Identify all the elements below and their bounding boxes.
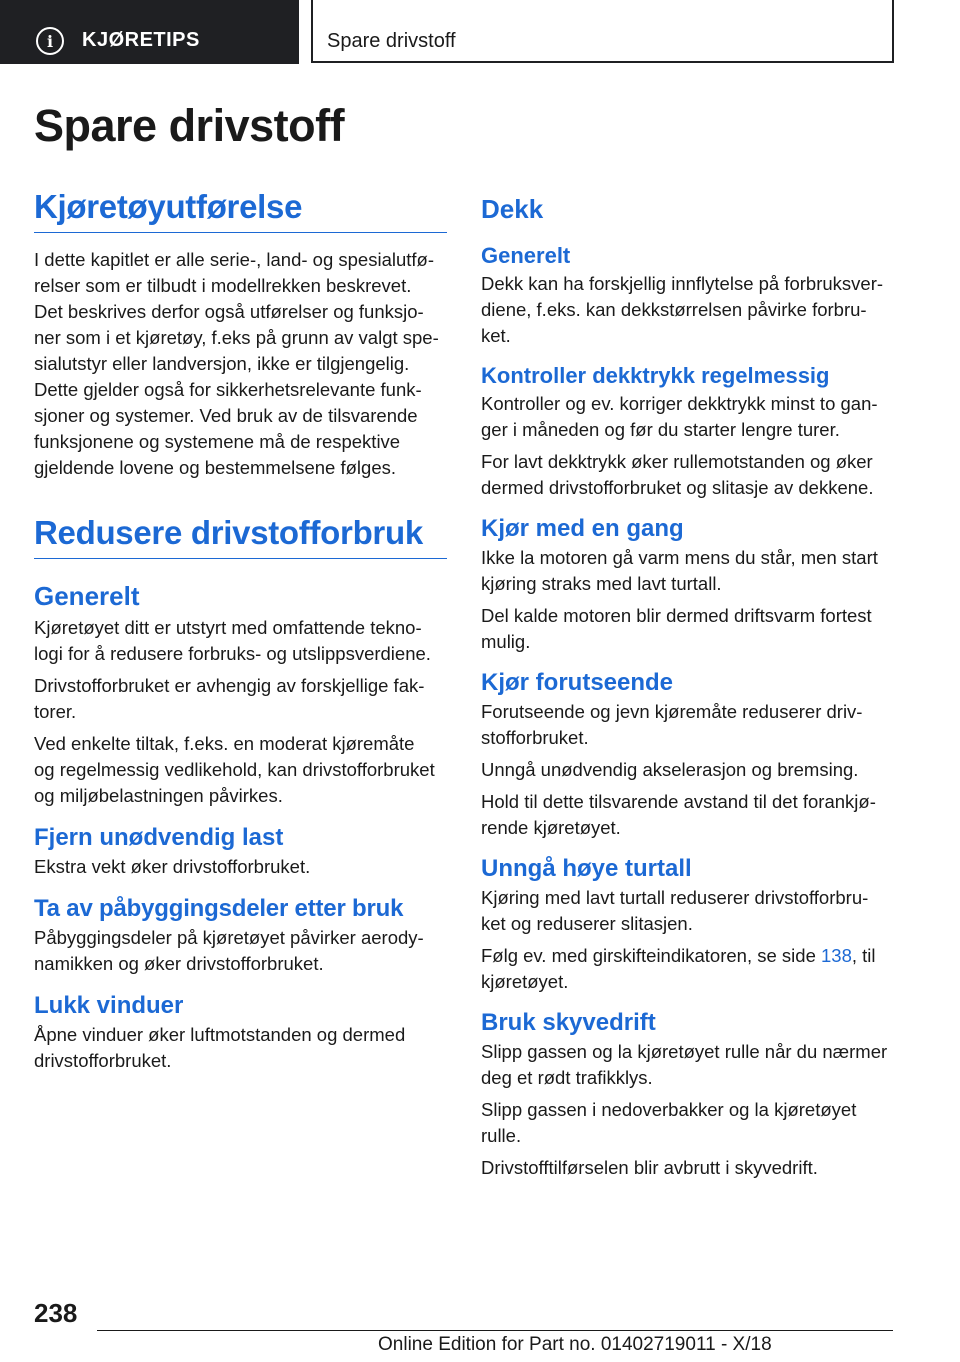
paragraph-coast-3: Drivstofftilførselen blir avbrutt i skyvedrift. <box>481 1157 818 1178</box>
heading-remove-load: Fjern unødvendig last <box>34 824 284 851</box>
paragraph-drive-2: Del kalde motoren blir dermed driftsvarm fortest mulig. <box>481 605 872 652</box>
paragraph-pressure-1: Kontroller og ev. korriger dekktrykk minst to gan- ger i måneden og før du starter lengre turer. <box>481 393 878 440</box>
info-icon: i <box>36 27 64 55</box>
paragraph-coast-1: Slipp gassen og la kjøretøyet rulle når du nærmer deg et rødt trafikklys. <box>481 1041 888 1088</box>
right-column <box>481 188 894 1181</box>
paragraph-rpm-2-text: Følg ev. med girskifteindikatoren, se side <box>481 945 821 966</box>
paragraph-tires-general: Dekk kan ha forskjellig innflytelse på forbruksver- diene, f.eks. kan dekkstørrelsen påvirke forbru- ket. <box>481 273 884 346</box>
heading-tires: Dekk <box>481 194 544 224</box>
page-number: 238 <box>34 1298 78 1328</box>
heading-anticipate: Kjør forutseende <box>481 669 674 696</box>
paragraph-remove-attachments: Påbyggingsdeler på kjøretøyet påvirker aerody- namikken og øker drivstofforbruket. <box>34 927 424 974</box>
paragraph-anticipate-2: Unngå unødvendig akselerasjon og bremsing. <box>481 759 859 780</box>
paragraph-coast-2: Slipp gassen i nedoverbakker og la kjøretøyet rulle. <box>481 1099 857 1146</box>
heading-close-windows: Lukk vinduer <box>34 992 184 1019</box>
paragraph-remove-load: Ekstra vekt øker drivstofforbruket. <box>34 856 311 877</box>
paragraph-rpm-2-tail: , til kjøretøyet. <box>481 945 876 992</box>
paragraph-rpm-1: Kjøring med lavt turtall reduserer drivstofforbru- ket og reduserer slitasjen. <box>481 887 869 934</box>
heading-check-pressure: Kontroller dekktrykk regelmessig <box>481 363 830 388</box>
paragraph-close-windows: Åpne vinduer øker luftmotstanden og dermed drivstofforbruket. <box>34 1024 406 1071</box>
header-page-heading-box <box>311 0 894 63</box>
paragraph-general-1: Kjøretøyet ditt er utstyrt med omfattende tekno- logi for å redusere forbruks- og utslippsverdiene. <box>34 617 431 664</box>
paragraph-anticipate-3: Hold til dette tilsvarende avstand til det forankjø- rende kjøretøyet. <box>481 791 876 838</box>
heading-drive-immediately: Kjør med en gang <box>481 515 684 542</box>
paragraph-drive-1: Ikke la motoren gå varm mens du står, men start kjøring straks med lavt turtall. <box>481 547 878 594</box>
header-page-heading: Spare drivstoff <box>327 30 456 52</box>
paragraph-general-2: Drivstofforbruket er avhengig av forskjellige fak- torer. <box>34 675 425 722</box>
header-section-label: KJØRETIPS <box>82 29 200 51</box>
page-reference-link[interactable]: 138 <box>821 945 852 966</box>
heading-general: Generelt <box>34 581 140 611</box>
heading-remove-attachments: Ta av påbyggingsdeler etter bruk <box>34 895 404 922</box>
paragraph-vehicle-config: I dette kapitlet er alle serie-, land- og spesialutfø- relser som er tilbudt i modellrekken beskrevet. Det beskrives derfor også utførelser og funksjo- ner som i et kjøretøy, f.eks på grunn av valgt spe- sialutstyr eller landversjon, ikke er tilgjengelig. Dette gjelder også for sikkerhetsrelevante funk- sjoner og systemer. Ved bruk av de tilsvarende funksjonene og systemene må de respektive gjeldende lovene og bestemmelsene følges. <box>34 249 439 478</box>
page-title: Spare drivstoff <box>34 100 345 151</box>
footer-edition: Online Edition for Part no. 01402719011 - X/18 <box>378 1334 772 1355</box>
heading-coasting: Bruk skyvedrift <box>481 1009 656 1036</box>
paragraph-pressure-2: For lavt dekktrykk øker rullemotstanden og øker dermed drivstofforbruket og slitasje av dekkene. <box>481 451 874 498</box>
heading-avoid-high-rpm: Unngå høye turtall <box>481 855 692 882</box>
left-column <box>34 188 447 1074</box>
heading-reduce-consumption: Redusere drivstofforbruk <box>34 514 447 559</box>
paragraph-rpm-2 <box>481 943 894 995</box>
paragraph-general-3: Ved enkelte tiltak, f.eks. en moderat kjøremåte og regelmessig vedlikehold, kan drivstofforbruket og miljøbelastningen påvirkes. <box>34 733 435 806</box>
footer-divider <box>97 1330 893 1331</box>
heading-tires-general: Generelt <box>481 243 571 268</box>
header-section-tab <box>0 0 299 64</box>
heading-vehicle-config: Kjøretøyutførelse <box>34 188 447 233</box>
paragraph-anticipate-1: Forutseende og jevn kjøremåte reduserer driv- stofforbruket. <box>481 701 863 748</box>
